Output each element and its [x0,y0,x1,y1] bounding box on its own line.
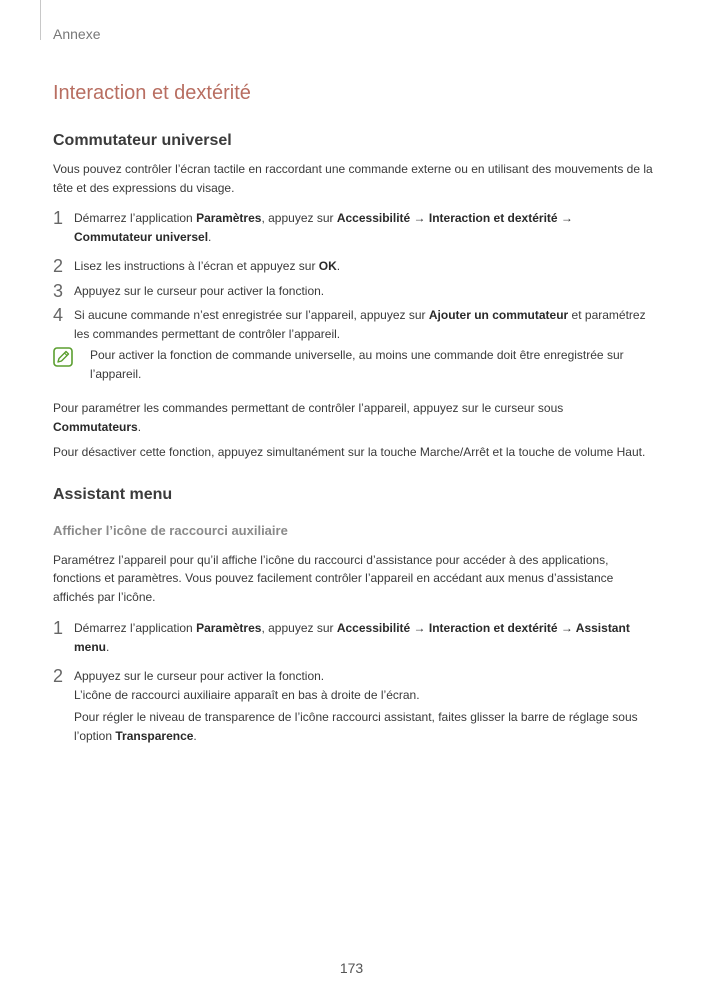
switch-step-1 [53,209,653,246]
step-text-part: , appuyez sur [261,621,337,635]
step-text [74,257,653,276]
paragraph-text: Pour paramétrer les commandes permettant de contrôler l’appareil, appuyez sur le curseur sous [53,401,564,415]
note-pencil-icon [53,346,90,372]
section-label: Annexe [53,26,101,42]
step-number: 4 [53,305,64,325]
step-text-part: Lisez les instructions à l’écran et appuyez sur [74,259,319,273]
switch-step-4 [53,306,653,343]
step-number: 1 [53,618,64,638]
page-number: 173 [339,960,364,976]
step-text-part: . [336,259,341,273]
step-text-bold: Paramètres [196,621,262,635]
section-heading-assistant: Assistant menu [53,485,173,503]
step-line: L’icône de raccourci auxiliaire apparaît en bas à droite de l’écran. [74,687,420,702]
step-line: Appuyez sur le curseur pour activer la fonction. [74,669,325,683]
section-heading-switch: Commutateur universel [53,132,232,149]
note [53,346,653,383]
margin-rule [40,0,41,40]
step-text-bold: Transparence [115,728,194,743]
step-text-part: . [106,639,110,654]
step-text [74,667,653,745]
step-text [74,209,653,246]
assistant-step-2 [53,667,653,745]
step-text-bold: Paramètres [196,211,262,225]
subsection-heading: Afficher l’icône de raccourci auxiliaire [53,522,288,538]
step-text-part: Démarrez l’application [74,211,197,225]
step-number: 3 [53,280,64,301]
step-text [74,306,653,343]
paragraph-text: . [137,419,142,434]
switch-intro: Vous pouvez contrôler l’écran tactile en raccordant une commande externe ou en utilisant des mouvements de la tête et des expressions du visage. [53,162,653,195]
step-text-bold: Ajouter un commutateur [428,308,569,322]
step-text-part: . [193,728,197,743]
switch-step-2 [53,257,653,276]
note-text: Pour activer la fonction de commande universelle, au moins une commande doit être enregistrée sur l’appareil. [90,348,624,381]
switch-step-3 [53,282,653,301]
step-text-part: Si aucune commande n’est enregistrée sur l’appareil, appuyez sur [74,308,429,322]
step-text-part: . [208,229,212,244]
switch-paragraph-2: Pour désactiver cette fonction, appuyez simultanément sur la touche Marche/Arrêt et la touche de volume Haut. [53,445,646,459]
page-title: Interaction et dextérité [53,82,251,104]
step-paragraph [74,708,653,745]
step-text-part: , appuyez sur [261,211,337,225]
switch-paragraph-1 [53,399,653,436]
step-text-part: et paramétrez les commandes permettant de contrôler l’appareil. [74,308,646,341]
step-text [74,619,653,656]
step-number: 2 [53,666,64,686]
step-text-bold: Accessibilité → Interaction et dextérité → Commutateur universel [74,211,573,244]
step-text: Appuyez sur le curseur pour activer la fonction. [74,283,325,298]
step-text-part: Démarrez l’application [74,621,197,635]
step-text-part: Pour régler le niveau de transparence de l’icône raccourci assistant, faites glisser la barre de réglage sous l’option [74,710,638,743]
assistant-intro: Paramétrez l’appareil pour qu’il affiche l’icône du raccourci d’assistance pour accéder à des applications, fonctions et paramètres. Vous pouvez facilement contrôler l’appareil en accédant aux menus d’assistance affichés par l’icône. [53,552,614,604]
content [53,130,653,745]
step-text-bold: OK [318,259,337,273]
paragraph-bold: Commutateurs [53,419,138,434]
step-number: 1 [53,208,64,228]
step-number: 2 [53,256,64,276]
assistant-step-1 [53,619,653,656]
step-text-bold: Accessibilité → Interaction et dextérité → Assistant menu [74,621,630,654]
